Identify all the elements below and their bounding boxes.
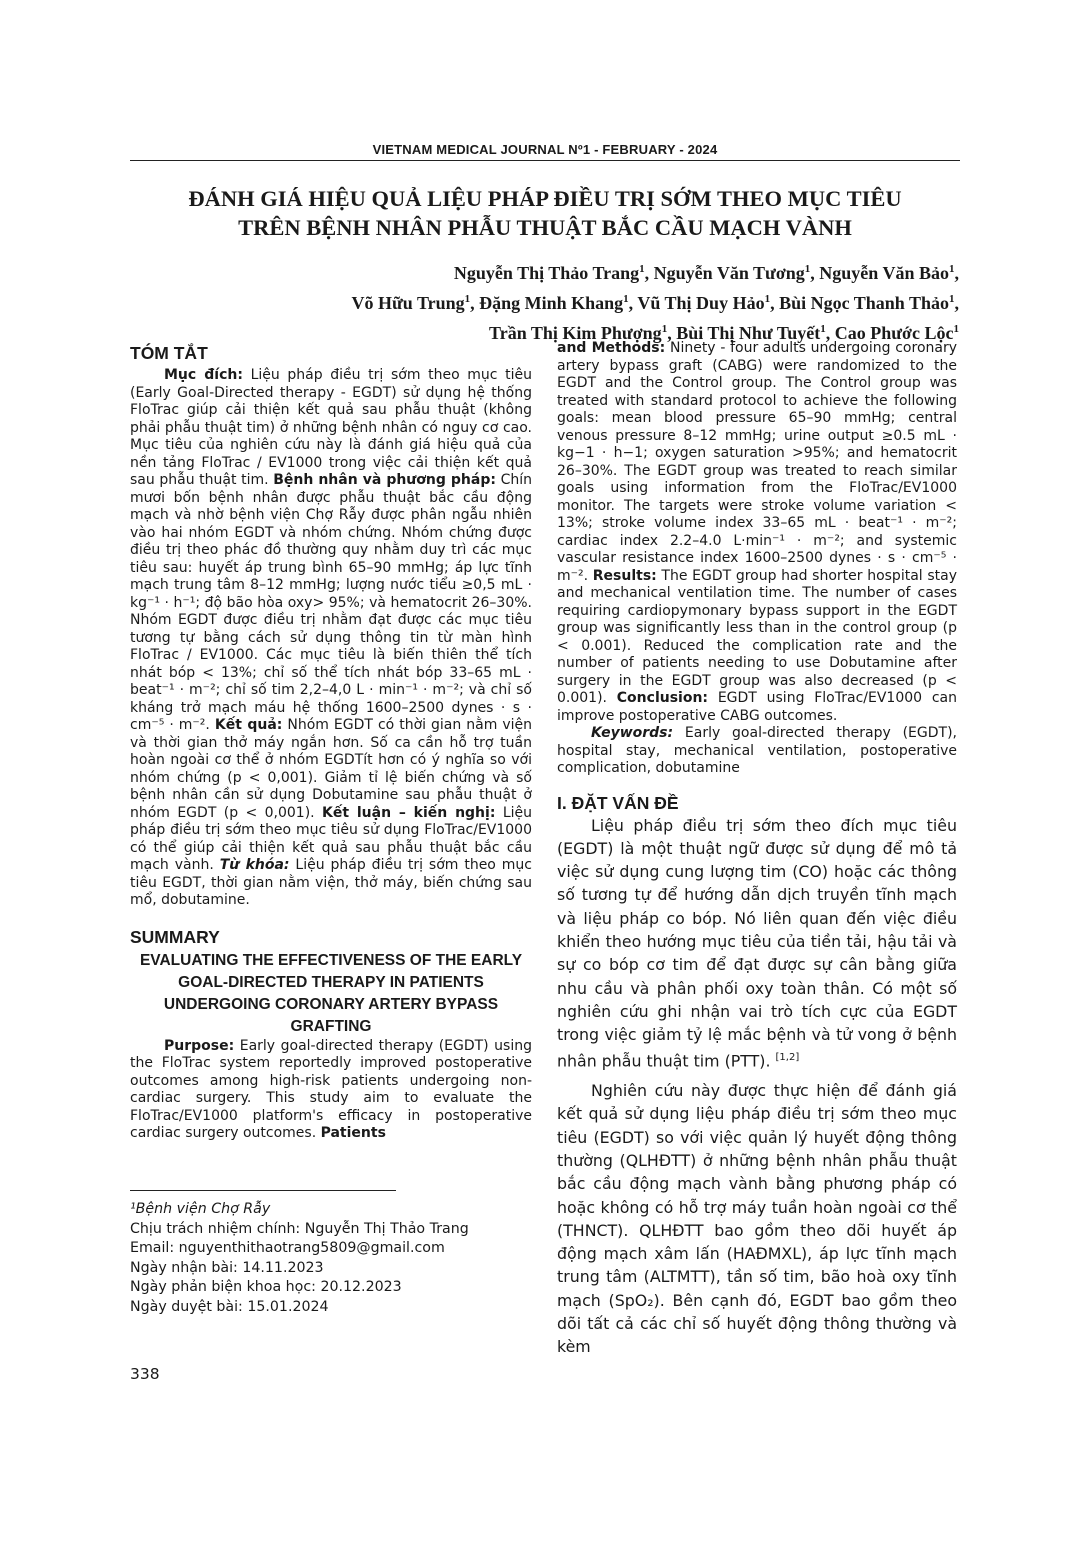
footnote-rule — [130, 1190, 396, 1191]
author-name: Bùi Thị Như Tuyết — [676, 323, 821, 343]
received-date: Ngày nhận bài: 14.11.2023 — [130, 1259, 324, 1276]
responsible-author: Chịu trách nhiệm chính: Nguyễn Thị Thảo Trang — [130, 1220, 469, 1237]
title-line-1: ĐÁNH GIÁ HIỆU QUẢ LIỆU PHÁP ĐIỀU TRỊ SỚM THEO MỤC TIÊU — [188, 186, 902, 211]
author-line-1: Nguyễn Thị Thảo Trang$^1$, Nguyễn Văn Tương$^1$, Nguyễn Văn Bảo$^1$, — [453, 263, 959, 283]
author-name: Đặng Minh Khang — [479, 293, 624, 313]
header-rule — [130, 160, 960, 161]
journal-header: VIETNAM MEDICAL JOURNAL Nº1 - FEBRUARY - 2024 — [372, 142, 718, 157]
title-line-2: TRÊN BỆNH NHÂN PHẪU THUẬT BẮC CẦU MẠCH VÀNH — [238, 215, 852, 240]
footnotes — [130, 1200, 469, 1317]
author-name: Vũ Thị Duy Hảo — [637, 293, 765, 313]
summary-paragraph: Purpose: Early goal-directed therapy (EGDT) using the FloTrac system reportedly improved postoperative outcomes among high-risk patients undergoing non-cardiac surgery. This study aim to evaluate the FloTrac/EV1000 platform's efficacy in postoperative cardiac surgery outcomes. Patients — [130, 1037, 532, 1141]
section-heading: I. ĐẶT VẤN ĐỀ — [557, 792, 679, 813]
abstract-vi-paragraph: Mục đích: Liệu pháp điều trị sớm theo mục tiêu (Early Goal-Directed therapy - EGDT) sử dụng hệ thống FloTrac giúp cải thiện kết quả sau phẫu thuật (không phải phẫu thuật tim) ở những bệnh nhân có nguy cơ cao. Mục tiêu của nghiên cứu này là đánh giá hiệu quả của nền tảng FloTrac / EV1000 trong việc cải thiện kết quả sau phẫu thuật tim. Bệnh nhân và phương pháp: Chín mươi bốn bệnh nhân được phẫu thuật bắc cầu động mạch và nhờ bệnh viện Chợ Rẫy được phân ngẫu nhiên vào hai nhóm EGDT và nhóm chứng. Nhóm chứng được điều trị theo phác đồ thường quy nhằm duy trì các mục tiêu sau: huyết áp trung bình 65–90 mmHg; áp lực tĩnh mạch trung tâm 8–12 mmHg; lượng nước tiểu ≥0,5 mL · kg⁻¹ · h⁻¹; độ bão hòa oxy> 95%; và hematocrit 26–30%. Nhóm EGDT được điều trị nhằm đạt được các mục tiêu tương tự bằng cách sử dụng thông tin từ màn hình FloTrac / EV1000. Các mục tiêu là biến thiên thể tích nhát bóp < 13%; chỉ số thể tích nhát bóp 33–65 mL · beat⁻¹ · m⁻²; chỉ số tim 2,2–4,0 L · min⁻¹ · m⁻²; và chỉ số kháng trở mạch máu hệ thống 1600–2500 dynes · s · cm⁻⁵ · m⁻². Kết quả: Nhóm EGDT có thời gian nằm viện và thời gian thở máy ngắn hơn. Số ca cần hỗ trợ tuần hoàn ngoài cơ thể ở nhóm EGDTít hơn có ý nghĩa so với nhóm chứng (p < 0,001). Giảm tỉ lệ biến chứng và số bệnh nhân cần sử dụng Dobutamine sau phẫu thuật ở nhóm EGDT (p < 0,001). Kết luận – kiến nghị: Liệu pháp điều trị sớm theo mục tiêu sử dụng FloTrac/EV1000 có thể giúp cải thiện kết quả sau phẫu thuật bắc cầu mạch vành. Từ khóa: Liệu pháp điều trị sớm theo mục tiêu EGDT, thời gian nằm viện, thở máy, biến chứng sau mổ, dobutamine. — [130, 367, 533, 908]
citation-ref: [1,2] — [775, 1052, 800, 1064]
author-name: Cao Phước Lộc — [834, 323, 954, 343]
affiliation-note: ¹Bệnh viện Chợ Rẫy — [130, 1201, 271, 1217]
article-title — [130, 184, 960, 242]
author-name: Bùi Ngọc Thanh Thảo — [779, 293, 949, 313]
summary-heading: SUMMARY — [130, 926, 220, 947]
author-line-2: Võ Hữu Trung$^1$, Đặng Minh Khang$^1$, Vũ Thị Duy Hảo$^1$, Bùi Ngọc Thanh Thảo$^1$, — [351, 293, 959, 313]
author-name: Nguyễn Văn Tương — [653, 263, 805, 283]
author-name: Võ Hữu Trung — [351, 293, 465, 313]
body-paragraph-2: Nghiên cứu này được thực hiện để đánh giá kết quả sử dụng liệu pháp điều trị sớm theo mục tiêu (EGDT) so với việc quản lý huyết động thông thường (QLHĐTT) ở những bệnh nhân phẫu thuật bắc cầu động mạch vành bằng phương pháp có hoặc không có hỗ trợ máy tuần hoàn ngoài cơ thể (THNCT). QLHĐTT bao gồm theo dõi huyết áp động mạch xâm lấn (HAĐMXL), áp lực tĩnh mạch trung tâm (ALTMTT), tần số tim, bão hoà oxy tĩnh mạch (SpO₂). Bên cạnh đó, EGDT bao gồm theo dõi tất cả các chỉ số huyết động thông thường và kèm — [557, 1081, 957, 1357]
right-column — [557, 340, 957, 1359]
author-list — [129, 256, 959, 346]
keywords-paragraph: Keywords: Early goal-directed therapy (EGDT), hospital stay, mechanical ventilation, postoperative complication, dobutamine — [557, 725, 957, 776]
author-line-3: Trần Thị Kim Phượng$^1$, Bùi Thị Như Tuyết$^1$, Cao Phước Lộc$^1$ — [489, 323, 959, 343]
summary-paragraph-continued: and Methods: Ninety - four adults undergoing coronary artery bypass graft (CABG) were randomized to the EGDT and the Control group. The Control group was treated with standard protocol to achieve the following goals: mean blood pressure 65–90 mmHg; central venous pressure 8–12 mmHg; urine output ≥0.5 mL · kg−1 · h−1; oxygen saturation >95%; and hematocrit 26–30%. The EGDT group was treated to reach similar goals using information from the FloTrac/EV1000 monitor. The targets were stroke volume variation < 13%; stroke volume index 33–65 mL · beat⁻¹ · m⁻²; cardiac index 2.2–4.0 L·min⁻¹ · m⁻²; and systemic vascular resistance index 1600–2500 dynes · s · cm⁻⁵ · m⁻². Results: The EGDT group had shorter hospital stay and mechanical ventilation time. The number of cases requiring cardiopymonary bypass support in the EGDT group was significantly less than in the control group (p < 0.001). Reduced the complication rate and the number of patients needing to use Dobutamine after surgery in the EGDT group was also decreased (p < 0.001). Conclusion: EGDT using FloTrac/EV1000 can improve postoperative CABG outcomes. — [557, 340, 958, 724]
body-paragraph-1: Liệu pháp điều trị sớm theo đích mục tiêu (EGDT) là một thuật ngữ được sử dụng để mô tả việc sử dụng cung lượng tim (CO) hoặc các thông số tương tự để hướng dẫn dịch truyền tĩnh mạch và liệu pháp co bóp. Nó liên quan đến việc điều khiển theo hướng mục tiêu của tiền tải, hậu tải và sự co bóp cơ tim để đạt được sự cân bằng giữa nhu cầu và phân phối oxy toàn thân. Có một số nghiên cứu ghi nhận vai trò tích cực của EGDT trong việc giảm tỷ lệ mắc bệnh và tử vong ở bệnh nhân phẫu thuật tim (PTT). [1,2] — [557, 815, 957, 1071]
author-name: Nguyễn Thị Thảo Trang — [453, 263, 640, 283]
page-number: 338 — [130, 1365, 160, 1383]
summary-title: EVALUATING THE EFFECTIVENESS OF THE EARLY GOAL-DIRECTED THERAPY IN PATIENTS UNDERGOING CORONARY ARTERY BYPASS GRAFTING — [139, 951, 523, 1035]
left-column — [130, 342, 532, 1143]
author-name: Nguyễn Văn Bảo — [819, 263, 949, 283]
abstract-heading: TÓM TẮT — [130, 343, 208, 363]
accepted-date: Ngày duyệt bài: 15.01.2024 — [130, 1298, 329, 1315]
review-date: Ngày phản biện khoa học: 20.12.2023 — [130, 1279, 402, 1295]
author-name: Trần Thị Kim Phượng — [489, 323, 662, 343]
email: Email: nguyenthithaotrang5809@gmail.com — [130, 1240, 445, 1256]
